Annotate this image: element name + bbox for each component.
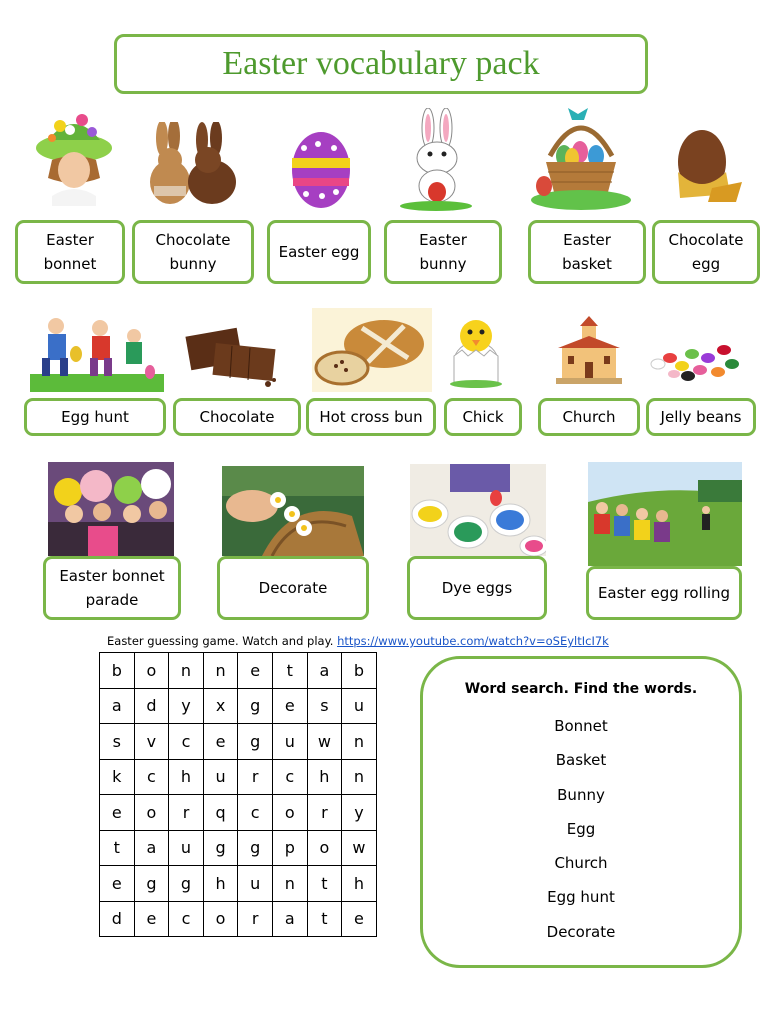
bunny-icon [396,108,476,212]
word-list-title: Word search. Find the words. [464,681,698,697]
grid-cell[interactable]: g [238,688,273,724]
grid-cell[interactable]: t [307,901,342,937]
parade-photo [48,462,174,556]
bonnet-girl-icon [30,108,118,206]
grid-cell[interactable]: u [169,830,204,866]
grid-cell[interactable]: u [238,866,273,902]
grid-row [100,688,377,724]
grid-cell[interactable]: k [100,759,135,795]
egg-hunt-icon [30,310,164,392]
grid-cell[interactable]: b [100,653,135,689]
grid-cell[interactable]: v [134,724,169,760]
grid-cell[interactable]: r [238,759,273,795]
grid-cell[interactable]: u [203,759,238,795]
grid-cell[interactable]: n [342,724,377,760]
grid-cell[interactable]: a [100,688,135,724]
grid-cell[interactable]: n [169,653,204,689]
label-easter-egg-rolling: Easter egg rolling [586,566,742,620]
word-item: Decorate [546,922,616,941]
label-easter-egg: Easter egg [267,220,371,284]
label-easter-bunny: Easter bunny [384,220,502,284]
grid-cell[interactable]: h [307,759,342,795]
word-list-box [420,656,742,968]
grid-cell[interactable]: c [238,795,273,831]
word-item: Basket [555,751,607,770]
grid-row [100,724,377,760]
word-search-grid [99,652,377,937]
page-title-box [114,34,648,94]
jelly-beans-icon [648,336,744,384]
grid-cell[interactable]: t [272,653,307,689]
label-chocolate: Chocolate [173,398,301,436]
grid-cell[interactable]: u [342,688,377,724]
word-item: Bonnet [554,717,608,735]
grid-cell[interactable]: e [272,688,307,724]
grid-cell[interactable]: p [272,830,307,866]
label-dye-eggs: Dye eggs [407,556,547,620]
grid-cell[interactable]: h [203,866,238,902]
grid-cell[interactable]: e [100,795,135,831]
decorate-photo [222,466,364,556]
grid-cell[interactable]: e [203,724,238,760]
grid-cell[interactable]: y [169,688,204,724]
chocolate-bunny-icon [144,122,240,208]
grid-cell[interactable]: h [342,866,377,902]
grid-cell[interactable]: c [272,759,307,795]
grid-row [100,795,377,831]
label-egg-hunt: Egg hunt [24,398,166,436]
grid-cell[interactable]: s [307,688,342,724]
label-jelly-beans: Jelly beans [646,398,756,436]
grid-cell[interactable]: u [272,724,307,760]
grid-cell[interactable]: w [342,830,377,866]
chick-icon [448,306,504,388]
grid-cell[interactable]: o [272,795,307,831]
grid-cell[interactable]: a [272,901,307,937]
dye-eggs-photo [410,464,546,556]
label-easter-basket: Easter basket [528,220,646,284]
grid-cell[interactable]: d [100,901,135,937]
grid-cell[interactable]: r [307,795,342,831]
basket-icon [528,100,634,212]
grid-cell[interactable]: g [134,866,169,902]
grid-row [100,759,377,795]
grid-cell[interactable]: g [238,724,273,760]
grid-row [100,830,377,866]
grid-cell[interactable]: d [134,688,169,724]
grid-cell[interactable]: e [100,866,135,902]
grid-cell[interactable]: n [342,759,377,795]
page-title: Easter vocabulary pack [222,45,540,82]
grid-cell[interactable]: c [169,724,204,760]
label-church: Church [538,398,640,436]
grid-cell[interactable]: c [134,759,169,795]
grid-cell[interactable]: r [169,795,204,831]
grid-cell[interactable]: r [238,901,273,937]
grid-cell[interactable]: o [307,830,342,866]
grid-cell[interactable]: e [238,653,273,689]
grid-cell[interactable]: o [203,901,238,937]
word-list [423,709,739,949]
grid-cell[interactable]: n [272,866,307,902]
grid-cell[interactable]: x [203,688,238,724]
church-icon [556,316,622,386]
grid-row [100,866,377,902]
grid-cell[interactable]: o [134,795,169,831]
game-instructions [107,634,609,648]
grid-cell[interactable]: y [342,795,377,831]
grid-cell[interactable]: q [203,795,238,831]
chocolate-egg-icon [672,122,744,208]
grid-row [100,901,377,937]
grid-row [100,653,377,689]
grid-cell[interactable]: e [342,901,377,937]
game-text: Easter guessing game. Watch and play. [107,634,334,648]
grid-cell[interactable]: t [307,866,342,902]
label-chocolate-bunny: Chocolate bunny [132,220,254,284]
grid-cell[interactable]: w [307,724,342,760]
grid-cell[interactable]: g [169,866,204,902]
grid-cell[interactable]: a [134,830,169,866]
label-easter-bonnet: Easter bonnet [15,220,125,284]
grid-cell[interactable]: c [169,901,204,937]
bread-icon [312,308,432,392]
grid-cell[interactable]: b [342,653,377,689]
grid-cell[interactable]: h [169,759,204,795]
grid-cell[interactable]: a [307,653,342,689]
grid-cell[interactable]: o [134,653,169,689]
grid-cell[interactable]: n [203,653,238,689]
game-link[interactable]: https://www.youtube.com/watch?v=oSEyltIcI7k [337,634,609,648]
word-item: Bunny [557,785,605,804]
label-hot-cross-bun: Hot cross bun [306,398,436,436]
label-chick: Chick [444,398,522,436]
label-easter-bonnet-parade: Easter bonnet parade [43,556,181,620]
grid-cell[interactable]: g [238,830,273,866]
word-item: Egg [566,819,596,838]
grid-cell[interactable]: g [203,830,238,866]
grid-cell[interactable]: s [100,724,135,760]
label-decorate: Decorate [217,556,369,620]
grid-cell[interactable]: e [134,901,169,937]
label-chocolate-egg: Chocolate egg [652,220,760,284]
easter-egg-icon [290,126,352,210]
word-item: Egg hunt [547,888,615,907]
grid-cell[interactable]: t [100,830,135,866]
word-item: Church [554,854,608,873]
egg-rolling-photo [588,462,742,566]
chocolate-bar-icon [184,324,284,390]
